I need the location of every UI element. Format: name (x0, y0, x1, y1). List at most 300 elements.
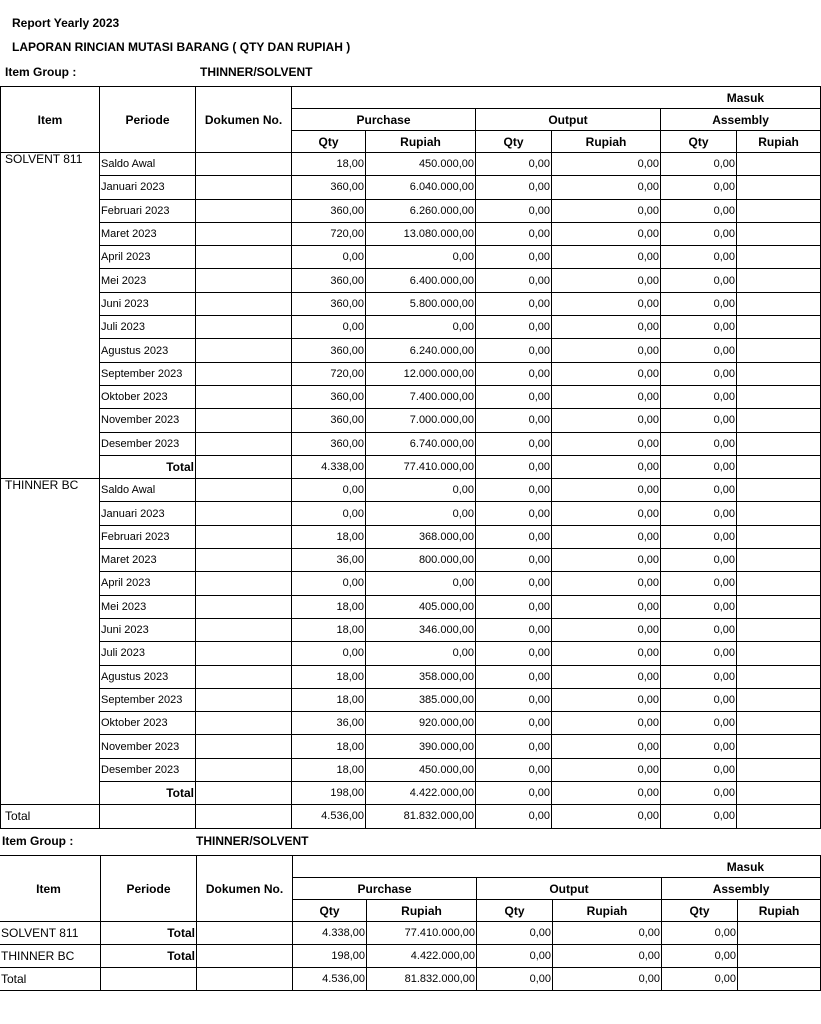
value-p-qty: 360,00 (292, 269, 366, 292)
value-p-rp: 6.040.000,00 (366, 176, 476, 199)
periode-cell: September 2023 (100, 362, 196, 385)
value-o-qty: 0,00 (476, 339, 552, 362)
header-dokumen: Dokumen No. (196, 87, 292, 153)
value-o-qty: 0,00 (476, 642, 552, 665)
value-a-qty: 0,00 (661, 199, 737, 222)
value-a-qty: 0,00 (661, 595, 737, 618)
header-assembly: Assembly (661, 109, 821, 131)
value-p-qty: 0,00 (292, 502, 366, 525)
value-p-rp: 81.832.000,00 (367, 968, 477, 991)
table-row (1, 618, 821, 641)
value-o-rp: 0,00 (552, 665, 661, 688)
value-a-rp (737, 269, 821, 292)
value-o-rp: 0,00 (552, 455, 661, 478)
value-p-qty: 0,00 (292, 479, 366, 502)
periode-cell: Februari 2023 (100, 525, 196, 548)
summary-header-purchase-rupiah: Rupiah (367, 900, 477, 922)
summary-header-purchase: Purchase (293, 878, 477, 900)
value-a-rp (737, 525, 821, 548)
header-purchase: Purchase (292, 109, 476, 131)
summary-body (0, 922, 821, 991)
value-p-rp: 4.422.000,00 (367, 945, 477, 968)
dokumen-cell (196, 339, 292, 362)
detail-body (1, 153, 821, 829)
value-p-qty: 360,00 (292, 432, 366, 455)
summary-row (0, 922, 821, 945)
value-p-qty: 360,00 (292, 385, 366, 408)
value-p-qty: 18,00 (292, 153, 366, 176)
value-p-rp: 13.080.000,00 (366, 222, 476, 245)
periode-cell: Desember 2023 (100, 758, 196, 781)
dokumen-cell (196, 758, 292, 781)
value-p-qty: 0,00 (292, 246, 366, 269)
periode-cell: Desember 2023 (100, 432, 196, 455)
subtotal-label: Total (100, 455, 196, 478)
value-a-qty: 0,00 (661, 432, 737, 455)
value-a-rp (737, 735, 821, 758)
value-a-rp (737, 292, 821, 315)
value-o-qty: 0,00 (476, 222, 552, 245)
dokumen-cell (196, 595, 292, 618)
value-o-rp: 0,00 (552, 595, 661, 618)
table-row (1, 502, 821, 525)
periode-cell: November 2023 (100, 735, 196, 758)
value-a-qty: 0,00 (661, 758, 737, 781)
value-p-rp: 0,00 (366, 572, 476, 595)
value-a-qty: 0,00 (661, 549, 737, 572)
table-row (1, 758, 821, 781)
summary-row (0, 945, 821, 968)
value-a-qty: 0,00 (661, 362, 737, 385)
header-output-qty: Qty (476, 131, 552, 153)
value-o-qty: 0,00 (476, 292, 552, 315)
value-a-rp (737, 549, 821, 572)
dokumen-cell (196, 385, 292, 408)
periode-cell: Januari 2023 (100, 502, 196, 525)
header-output-rupiah: Rupiah (552, 131, 661, 153)
value-a-rp (737, 805, 821, 828)
value-p-rp: 5.800.000,00 (366, 292, 476, 315)
dokumen-cell (196, 409, 292, 432)
periode-cell: Mei 2023 (100, 595, 196, 618)
value-p-rp: 0,00 (366, 479, 476, 502)
value-p-qty: 0,00 (292, 316, 366, 339)
table-row (1, 199, 821, 222)
dokumen-cell (196, 246, 292, 269)
value-p-qty: 36,00 (292, 549, 366, 572)
summary-table (0, 855, 821, 991)
value-a-rp (737, 199, 821, 222)
periode-cell: Saldo Awal (100, 153, 196, 176)
value-p-rp: 0,00 (366, 246, 476, 269)
value-o-qty: 0,00 (476, 362, 552, 385)
value-p-rp: 7.000.000,00 (366, 409, 476, 432)
table-row (1, 362, 821, 385)
dokumen-cell (196, 572, 292, 595)
value-o-qty: 0,00 (476, 455, 552, 478)
table-row (1, 385, 821, 408)
detail-table (0, 86, 821, 829)
value-o-qty: 0,00 (476, 153, 552, 176)
table-row (1, 246, 821, 269)
value-p-rp: 12.000.000,00 (366, 362, 476, 385)
value-p-rp: 81.832.000,00 (366, 805, 476, 828)
value-a-rp (737, 432, 821, 455)
value-a-rp (737, 455, 821, 478)
periode-cell: Juli 2023 (100, 316, 196, 339)
value-p-qty: 360,00 (292, 292, 366, 315)
value-o-rp: 0,00 (552, 502, 661, 525)
value-p-rp: 77.410.000,00 (366, 455, 476, 478)
value-p-rp: 450.000,00 (366, 758, 476, 781)
dokumen-cell (196, 479, 292, 502)
value-a-rp (737, 362, 821, 385)
table-row (1, 665, 821, 688)
value-a-qty: 0,00 (661, 269, 737, 292)
value-o-rp: 0,00 (552, 572, 661, 595)
summary-item-name: THINNER BC (0, 945, 101, 968)
value-a-qty: 0,00 (661, 572, 737, 595)
summary-item-group-value: THINNER/SOLVENT (196, 834, 309, 848)
value-o-qty: 0,00 (476, 805, 552, 828)
value-a-qty: 0,00 (662, 945, 738, 968)
value-p-qty: 18,00 (292, 735, 366, 758)
value-a-qty: 0,00 (661, 805, 737, 828)
dokumen-cell (196, 502, 292, 525)
value-o-rp: 0,00 (552, 339, 661, 362)
value-o-qty: 0,00 (476, 502, 552, 525)
table-row (1, 409, 821, 432)
table-row (1, 525, 821, 548)
value-a-qty: 0,00 (662, 968, 738, 991)
value-p-rp: 4.422.000,00 (366, 782, 476, 805)
table-row (1, 339, 821, 362)
value-o-rp: 0,00 (552, 409, 661, 432)
value-a-qty: 0,00 (661, 712, 737, 735)
summary-header-assembly: Assembly (662, 878, 821, 900)
table-row (1, 735, 821, 758)
dokumen-cell (197, 945, 293, 968)
subtotal-row (1, 782, 821, 805)
table-row (1, 572, 821, 595)
value-o-qty: 0,00 (476, 572, 552, 595)
value-a-rp (738, 968, 821, 991)
value-a-qty: 0,00 (661, 409, 737, 432)
value-a-qty: 0,00 (661, 385, 737, 408)
value-o-rp: 0,00 (552, 246, 661, 269)
value-o-qty: 0,00 (476, 688, 552, 711)
periode-cell (101, 968, 197, 991)
value-p-qty: 18,00 (292, 688, 366, 711)
dokumen-cell (196, 199, 292, 222)
value-o-rp: 0,00 (552, 316, 661, 339)
value-o-qty: 0,00 (476, 316, 552, 339)
value-a-qty: 0,00 (661, 688, 737, 711)
value-p-rp: 0,00 (366, 316, 476, 339)
dokumen-cell (196, 292, 292, 315)
value-a-qty: 0,00 (661, 246, 737, 269)
value-o-qty: 0,00 (477, 922, 553, 945)
periode-cell: Agustus 2023 (100, 339, 196, 362)
summary-header-output-rupiah: Rupiah (553, 900, 662, 922)
table-row (1, 642, 821, 665)
dokumen-cell (197, 922, 293, 945)
value-p-rp: 358.000,00 (366, 665, 476, 688)
dokumen-cell (196, 269, 292, 292)
value-a-qty: 0,00 (661, 642, 737, 665)
periode-cell (100, 805, 196, 828)
periode-cell: Oktober 2023 (100, 385, 196, 408)
value-o-qty: 0,00 (476, 432, 552, 455)
value-p-rp: 6.400.000,00 (366, 269, 476, 292)
grand-total-label: Total (1, 805, 100, 828)
table-row (1, 316, 821, 339)
value-a-rp (737, 246, 821, 269)
value-a-qty: 0,00 (661, 339, 737, 362)
value-p-qty: 18,00 (292, 758, 366, 781)
value-o-qty: 0,00 (476, 735, 552, 758)
table-row (1, 479, 821, 502)
value-p-qty: 4.338,00 (293, 922, 367, 945)
value-o-rp: 0,00 (552, 153, 661, 176)
dokumen-cell (196, 735, 292, 758)
value-a-rp (737, 572, 821, 595)
summary-header-periode: Periode (101, 856, 197, 922)
value-o-qty: 0,00 (476, 595, 552, 618)
value-o-qty: 0,00 (476, 199, 552, 222)
value-p-qty: 4.536,00 (293, 968, 367, 991)
value-a-qty: 0,00 (661, 502, 737, 525)
summary-item-name: SOLVENT 811 (0, 922, 101, 945)
summary-header-item: Item (0, 856, 101, 922)
value-a-rp (737, 712, 821, 735)
dokumen-cell (196, 805, 292, 828)
value-o-rp: 0,00 (552, 176, 661, 199)
value-o-qty: 0,00 (476, 246, 552, 269)
value-a-qty: 0,00 (661, 735, 737, 758)
value-o-qty: 0,00 (477, 968, 553, 991)
periode-cell: Januari 2023 (100, 176, 196, 199)
value-o-rp: 0,00 (552, 222, 661, 245)
value-o-qty: 0,00 (476, 525, 552, 548)
grand-total-row (1, 805, 821, 828)
dokumen-cell (196, 222, 292, 245)
value-a-qty: 0,00 (661, 618, 737, 641)
value-p-rp: 0,00 (366, 502, 476, 525)
value-o-rp: 0,00 (552, 269, 661, 292)
dokumen-cell (196, 362, 292, 385)
table-row (1, 712, 821, 735)
value-o-qty: 0,00 (476, 782, 552, 805)
summary-total-label: Total (101, 945, 197, 968)
summary-header-output-qty: Qty (477, 900, 553, 922)
periode-cell: Juli 2023 (100, 642, 196, 665)
value-p-qty: 18,00 (292, 618, 366, 641)
value-p-rp: 346.000,00 (366, 618, 476, 641)
value-o-qty: 0,00 (476, 479, 552, 502)
dokumen-cell (196, 688, 292, 711)
value-a-rp (737, 642, 821, 665)
dokumen-cell (196, 455, 292, 478)
value-p-rp: 800.000,00 (366, 549, 476, 572)
value-a-qty: 0,00 (661, 316, 737, 339)
value-o-qty: 0,00 (476, 176, 552, 199)
dokumen-cell (196, 525, 292, 548)
item-name: SOLVENT 811 (1, 153, 100, 479)
value-p-qty: 360,00 (292, 176, 366, 199)
value-o-rp: 0,00 (552, 292, 661, 315)
value-a-rp (737, 339, 821, 362)
value-a-qty: 0,00 (661, 292, 737, 315)
value-o-rp: 0,00 (552, 758, 661, 781)
periode-cell: April 2023 (100, 246, 196, 269)
value-p-qty: 360,00 (292, 199, 366, 222)
value-p-qty: 36,00 (292, 712, 366, 735)
value-a-rp (738, 945, 821, 968)
value-p-rp: 920.000,00 (366, 712, 476, 735)
value-p-rp: 77.410.000,00 (367, 922, 477, 945)
dokumen-cell (196, 432, 292, 455)
value-a-qty: 0,00 (661, 665, 737, 688)
value-o-rp: 0,00 (552, 525, 661, 548)
subtotal-row (1, 455, 821, 478)
periode-cell: Agustus 2023 (100, 665, 196, 688)
header-assembly-rupiah: Rupiah (737, 131, 821, 153)
summary-header-assembly-rupiah: Rupiah (738, 900, 821, 922)
header-output: Output (476, 109, 661, 131)
dokumen-cell (196, 782, 292, 805)
value-p-rp: 385.000,00 (366, 688, 476, 711)
value-o-rp: 0,00 (552, 712, 661, 735)
value-o-rp: 0,00 (552, 805, 661, 828)
summary-header-purchase-qty: Qty (293, 900, 367, 922)
value-p-qty: 18,00 (292, 525, 366, 548)
value-o-rp: 0,00 (552, 688, 661, 711)
dokumen-cell (196, 665, 292, 688)
value-a-rp (738, 922, 821, 945)
value-p-qty: 198,00 (293, 945, 367, 968)
table-row (1, 595, 821, 618)
periode-cell: Mei 2023 (100, 269, 196, 292)
value-o-rp: 0,00 (553, 968, 662, 991)
table-row (1, 432, 821, 455)
header-purchase-rupiah: Rupiah (366, 131, 476, 153)
summary-header-assembly-qty: Qty (662, 900, 738, 922)
header-masuk: Masuk (292, 87, 821, 109)
value-p-qty: 720,00 (292, 362, 366, 385)
value-o-rp: 0,00 (552, 549, 661, 572)
report-title: Report Yearly 2023 (12, 16, 120, 30)
subtotal-label: Total (100, 782, 196, 805)
value-o-rp: 0,00 (552, 385, 661, 408)
value-p-qty: 360,00 (292, 409, 366, 432)
value-p-rp: 6.240.000,00 (366, 339, 476, 362)
value-o-rp: 0,00 (552, 479, 661, 502)
value-o-rp: 0,00 (552, 432, 661, 455)
value-o-qty: 0,00 (477, 945, 553, 968)
value-a-qty: 0,00 (661, 176, 737, 199)
value-o-rp: 0,00 (552, 199, 661, 222)
value-p-qty: 0,00 (292, 642, 366, 665)
value-o-qty: 0,00 (476, 618, 552, 641)
item-group-label: Item Group : (5, 65, 77, 79)
value-p-qty: 360,00 (292, 339, 366, 362)
value-p-qty: 0,00 (292, 572, 366, 595)
header-item: Item (1, 87, 100, 153)
value-a-qty: 0,00 (661, 525, 737, 548)
dokumen-cell (196, 712, 292, 735)
summary-total-label: Total (101, 922, 197, 945)
value-o-qty: 0,00 (476, 712, 552, 735)
value-p-rp: 0,00 (366, 642, 476, 665)
value-p-qty: 18,00 (292, 595, 366, 618)
value-a-rp (737, 502, 821, 525)
header-periode: Periode (100, 87, 196, 153)
table-row (1, 222, 821, 245)
periode-cell: Maret 2023 (100, 549, 196, 572)
table-row (1, 153, 821, 176)
periode-cell: Februari 2023 (100, 199, 196, 222)
periode-cell: September 2023 (100, 688, 196, 711)
item-name: THINNER BC (1, 479, 100, 805)
value-o-rp: 0,00 (552, 642, 661, 665)
value-o-rp: 0,00 (553, 945, 662, 968)
report-subtitle: LAPORAN RINCIAN MUTASI BARANG ( QTY DAN RUPIAH ) (12, 40, 351, 54)
dokumen-cell (197, 968, 293, 991)
dokumen-cell (196, 618, 292, 641)
value-p-rp: 390.000,00 (366, 735, 476, 758)
summary-item-group-label: Item Group : (2, 834, 74, 848)
periode-cell: November 2023 (100, 409, 196, 432)
value-p-rp: 7.400.000,00 (366, 385, 476, 408)
value-o-rp: 0,00 (553, 922, 662, 945)
value-a-rp (737, 618, 821, 641)
value-o-rp: 0,00 (552, 618, 661, 641)
value-p-rp: 6.740.000,00 (366, 432, 476, 455)
periode-cell: Oktober 2023 (100, 712, 196, 735)
value-o-qty: 0,00 (476, 549, 552, 572)
table-row (1, 688, 821, 711)
dokumen-cell (196, 316, 292, 339)
dokumen-cell (196, 153, 292, 176)
value-a-rp (737, 758, 821, 781)
dokumen-cell (196, 176, 292, 199)
value-o-qty: 0,00 (476, 269, 552, 292)
value-a-rp (737, 153, 821, 176)
value-p-qty: 198,00 (292, 782, 366, 805)
table-row (1, 549, 821, 572)
value-o-rp: 0,00 (552, 782, 661, 805)
value-a-rp (737, 665, 821, 688)
value-p-qty: 720,00 (292, 222, 366, 245)
summary-grand-total-label: Total (0, 968, 101, 991)
item-group-value: THINNER/SOLVENT (200, 65, 313, 79)
header-purchase-qty: Qty (292, 131, 366, 153)
value-o-rp: 0,00 (552, 362, 661, 385)
value-a-rp (737, 316, 821, 339)
value-a-qty: 0,00 (662, 922, 738, 945)
dokumen-cell (196, 642, 292, 665)
table-row (1, 269, 821, 292)
periode-cell: April 2023 (100, 572, 196, 595)
value-o-qty: 0,00 (476, 758, 552, 781)
value-a-rp (737, 409, 821, 432)
value-a-qty: 0,00 (661, 153, 737, 176)
value-a-rp (737, 176, 821, 199)
value-a-rp (737, 479, 821, 502)
value-a-qty: 0,00 (661, 479, 737, 502)
value-a-qty: 0,00 (661, 782, 737, 805)
